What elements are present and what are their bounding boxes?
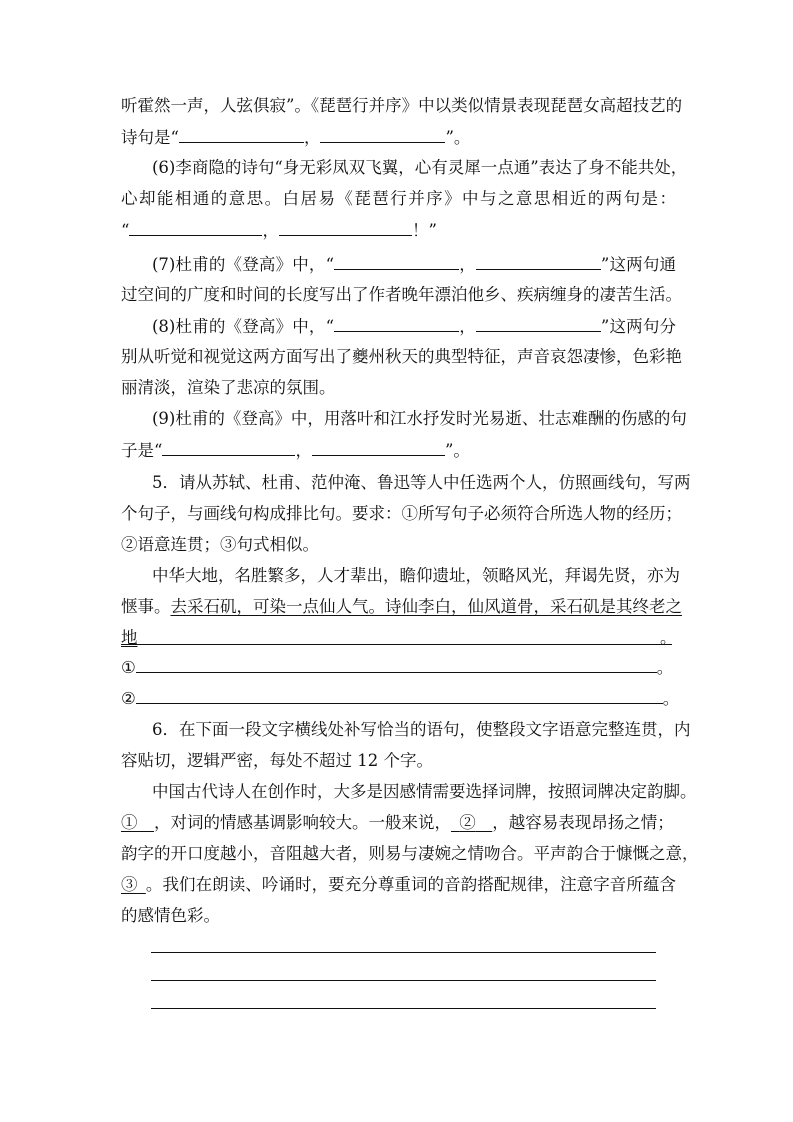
text-line: (9)杜甫的《登高》中，用落叶和江水抒发时光易逝、壮志难酬的伤感的句 xyxy=(152,409,687,428)
text-segment: 。 xyxy=(656,658,674,677)
answer-blank[interactable] xyxy=(320,127,445,143)
question-5-line: 个句子，与画线句构成排比句。要求：①所写句子必须符合所选人物的经历； xyxy=(121,504,682,523)
answer-line-1 xyxy=(121,658,673,678)
text-segment: ，对词的情感基调影响较大。一般来说， xyxy=(154,813,451,832)
passage-line: 中华大地，名胜繁多，人才辈出，瞻仰遗址，领略风光，拜谒先贤，亦为 xyxy=(152,566,680,585)
answer-rule[interactable] xyxy=(151,980,656,981)
text-segment: ！” xyxy=(411,221,437,240)
passage-line xyxy=(121,813,676,833)
text-segment: “ xyxy=(121,221,130,240)
underline-rule xyxy=(121,644,672,645)
text-segment: 惬事。 xyxy=(121,597,171,616)
text-segment: 诗句是“ xyxy=(121,128,179,147)
text-segment: ”。 xyxy=(445,128,471,147)
fill-in-line xyxy=(121,440,676,461)
text-segment: ， xyxy=(303,128,321,147)
text-segment: 子是“ xyxy=(121,441,163,460)
circled-number: ② xyxy=(121,689,136,708)
fill-in-line xyxy=(121,127,676,148)
text-segment: ”这两句分 xyxy=(600,317,676,336)
text-segment: ， xyxy=(459,317,476,336)
answer-blank[interactable] xyxy=(162,440,295,456)
passage-line: 韵字的开口度越小，音阻越大者，则易与凄婉之情吻合。平声韵合于慷慨之意， xyxy=(121,844,699,863)
text-line: 听霍然一声，人弦俱寂”。《琵琶行并序》中以类似情景表现琵琶女高超技艺的 xyxy=(121,96,683,115)
answer-blank[interactable] xyxy=(476,316,601,332)
question-5-line: 5．请从苏轼、杜甫、范仲淹、鲁迅等人中任选两个人，仿照画线句，写两 xyxy=(152,473,691,492)
text-line: 心却能相通的意思。白居易《琵琶行并序》中与之意思相近的两句是： xyxy=(121,189,676,208)
answer-blank[interactable] xyxy=(312,440,445,456)
text-line: 别从听觉和视觉这两方面写出了夔州秋天的典型特征，声音哀怨凄惨，色彩艳 xyxy=(121,347,682,366)
answer-blank[interactable] xyxy=(179,127,304,143)
answer-blank[interactable] xyxy=(279,220,412,236)
text-segment: ”这两句通 xyxy=(600,255,676,274)
question-6-line: 6．在下面一段文字横线处补写恰当的语句，使整段文字语意完整连贯，内 xyxy=(152,720,691,739)
blank-marker-3[interactable]: ③ xyxy=(121,875,138,894)
answer-blank[interactable] xyxy=(334,254,459,270)
answer-blank[interactable] xyxy=(136,658,657,673)
blank-marker-2[interactable]: ② xyxy=(459,813,476,832)
answer-blank[interactable] xyxy=(136,689,663,704)
passage-line: 中国古代诗人在创作时，大多是因感情需要选择词牌，按照词牌决定韵脚。 xyxy=(152,782,697,801)
underlined-sentence: 地 xyxy=(121,628,138,647)
text-segment: (8)杜甫的《登高》中，“ xyxy=(152,317,335,336)
answer-blank[interactable] xyxy=(334,316,459,332)
passage-line xyxy=(121,628,676,648)
text-line: 过空间的广度和时间的长度写出了作者晚年漂泊他乡、疾病缠身的凄苦生活。 xyxy=(121,285,682,304)
fill-in-line xyxy=(152,254,676,275)
answer-line-2 xyxy=(121,689,679,709)
text-segment: ， xyxy=(459,255,476,274)
text-segment: ， xyxy=(262,221,279,240)
text-line: 丽清淡，渲染了悲凉的氛围。 xyxy=(121,378,336,397)
text-segment: ”。 xyxy=(444,441,470,460)
text-segment: ， xyxy=(295,441,312,460)
underlined-sentence: 去采石矶，可染一点仙人气。诗仙李白，仙风道骨，采石矶是其终老之 xyxy=(170,597,682,616)
passage-line xyxy=(121,597,682,617)
answer-rule[interactable] xyxy=(151,1008,656,1009)
text-segment: (7)杜甫的《登高》中，“ xyxy=(152,255,335,274)
text-segment: 。我们在朗读、吟诵时，要充分尊重词的音韵搭配规律，注意字音所蕴含 xyxy=(145,875,677,894)
answer-blank[interactable] xyxy=(129,220,262,236)
question-6-line: 容贴切，逻辑严密，每处不超过 12 个字。 xyxy=(121,751,433,770)
fill-in-line xyxy=(152,316,676,337)
period: 。 xyxy=(660,628,677,647)
passage-line xyxy=(121,875,676,895)
circled-number: ① xyxy=(121,658,136,677)
text-line: (6)李商隐的诗句“身无彩凤双飞翼，心有灵犀一点通”表达了身不能共处， xyxy=(152,158,688,177)
text-segment: 。 xyxy=(662,689,680,708)
text-segment: ，越容易表现昂扬之情； xyxy=(492,813,674,832)
blank-marker-1[interactable]: ① xyxy=(121,813,138,832)
answer-rule[interactable] xyxy=(151,952,656,953)
answer-blank[interactable] xyxy=(476,254,601,270)
fill-in-line xyxy=(121,220,676,241)
passage-line: 的感情色彩。 xyxy=(121,906,220,925)
question-5-line: ②语意连贯；③句式相似。 xyxy=(121,535,319,554)
